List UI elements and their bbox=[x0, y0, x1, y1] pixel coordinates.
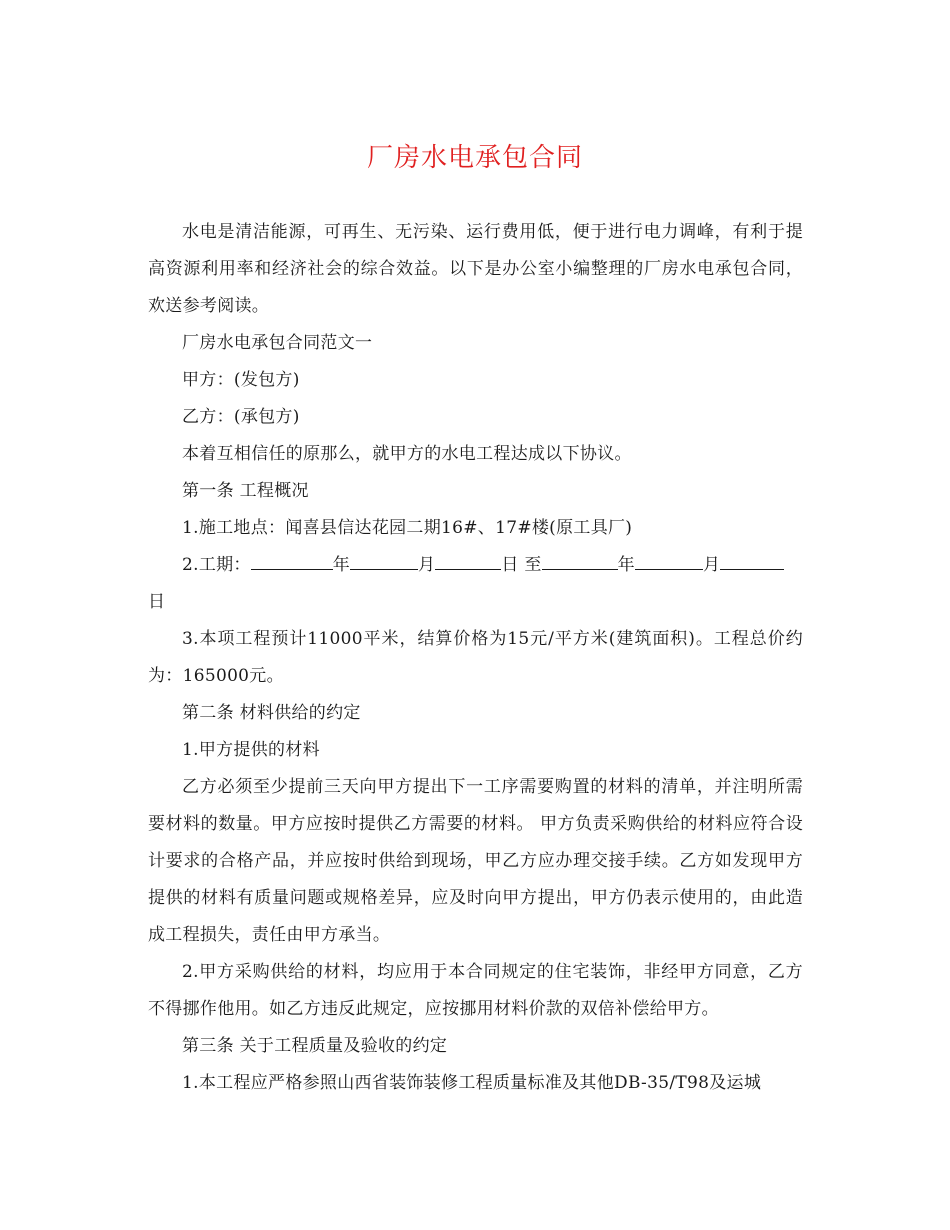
end-month-label: 月 bbox=[702, 555, 721, 575]
intro-paragraph: 水电是清洁能源，可再生、无污染、运行费用低，便于进行电力调峰，有利于提高资源利用率和经济社会的综合效益。以下是办公室小编整理的厂房水电承包合同，欢送参考阅读。 bbox=[148, 222, 803, 316]
party-a-line: 甲方：(发包方) bbox=[182, 370, 300, 390]
start-day-label: 日 至 bbox=[501, 555, 542, 575]
end-year-blank bbox=[542, 549, 618, 570]
start-year-blank bbox=[251, 549, 333, 570]
start-day-blank bbox=[435, 549, 501, 570]
article-1-location: 1.施工地点：闻喜县信达花园二期16#、17#楼(原工具厂) bbox=[182, 518, 633, 538]
article-2-item-1-text: 乙方必须至少提前三天向甲方提出下一工序需要购置的材料的清单，并注明所需要材料的数量。甲方应按时提供乙方需要的材料。 甲方负责采购供给的材料应符合设计要求的合格产品，并应按时供给到现场，甲乙方应办理交接手续。乙方如发现甲方提供的材料有质量问题或规格差异，应及时向甲方提出，甲方仍表示使用的，由此造成工程损失，责任由甲方承当。 bbox=[148, 777, 803, 945]
start-month-label: 月 bbox=[418, 555, 436, 575]
article-1-price: 3.本项工程预计11000平米，结算价格为15元/平方米(建筑面积)。工程总价约为：165000元。 bbox=[148, 629, 803, 686]
duration-label: 2.工期： bbox=[182, 555, 251, 575]
start-month-blank bbox=[350, 549, 418, 570]
party-b-line: 乙方：(承包方) bbox=[182, 407, 300, 427]
end-year-label: 年 bbox=[617, 555, 635, 575]
article-1-heading: 第一条 工程概况 bbox=[182, 481, 309, 501]
document-title: 厂房水电承包合同 bbox=[366, 143, 583, 173]
article-2-item-2-text: 2.甲方采购供给的材料，均应用于本合同规定的住宅装饰，非经甲方同意，乙方不得挪作他用。如乙方违反此规定，应按挪用材料价款的双倍补偿给甲方。 bbox=[148, 962, 803, 1019]
sample-heading: 厂房水电承包合同范文一 bbox=[182, 333, 373, 353]
preamble-paragraph: 本着互相信任的原那么，就甲方的水电工程达成以下协议。 bbox=[182, 444, 632, 464]
article-2-heading: 第二条 材料供给的约定 bbox=[182, 703, 361, 723]
end-month-blank bbox=[635, 549, 703, 570]
end-day-blank bbox=[720, 549, 784, 570]
article-3-heading: 第三条 关于工程质量及验收的约定 bbox=[182, 1036, 448, 1056]
end-day-label: 日 bbox=[148, 592, 166, 612]
article-3-item-1-text: 1.本工程应严格参照山西省装饰装修工程质量标准及其他DB-35/T98及运城 bbox=[182, 1073, 762, 1093]
article-2-item-1-heading: 1.甲方提供的材料 bbox=[182, 740, 320, 760]
start-year-label: 年 bbox=[332, 555, 351, 575]
article-1-duration bbox=[148, 547, 803, 621]
document-body bbox=[148, 214, 803, 1102]
